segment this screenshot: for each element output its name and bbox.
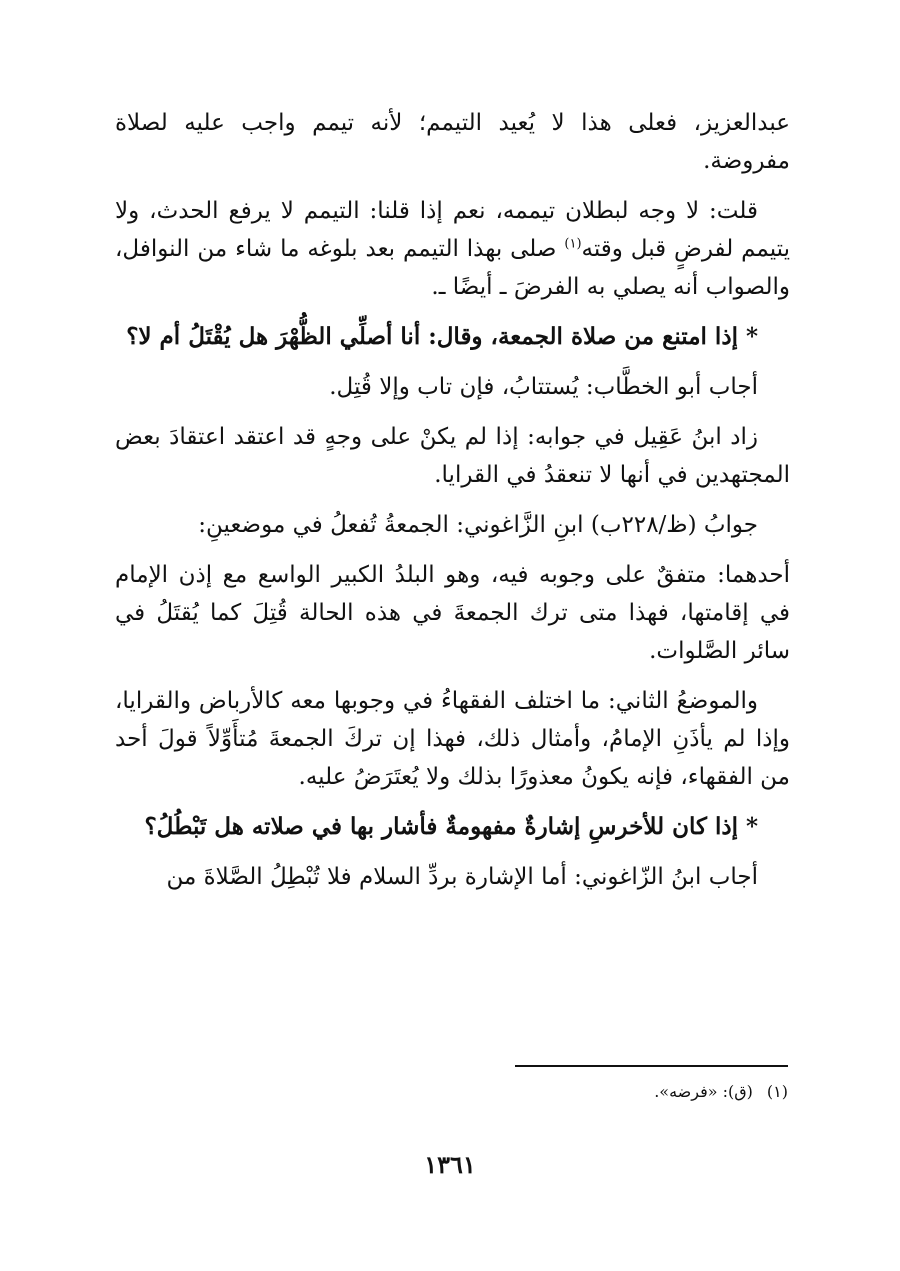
paragraph-7: والموضعُ الثاني: ما اختلف الفقهاءُ في وجوبها معه كالأرباض والقرايا، وإذا لم يأذَنِ الإمامُ، وأمثال ذلك، فهذا إن تركَ الجمعةَ مُتأَوِّلاً قولَ أحد من الفقهاء، فإنه يكونُ معذورًا بذلك ولا يُعتَرَضُ عليه. [115,688,790,790]
footnote-divider [515,1065,788,1067]
paragraph-6: أحدهما: متفقٌ على وجوبه فيه، وهو البلدُ الكبير الواسع مع إذن الإمام في إقامتها، فهذا متى ترك الجمعةَ في هذه الحالة قُتِلَ كما يُقتَلُ في سائر الصَّلوات. [115,562,790,664]
paragraph-2-part-b: صلى بهذا التيمم بعد بلوغه ما شاء من النوافل، والصواب أنه يصلي به الفرضَ ـ أيضًا ـ. [115,236,790,300]
footnote-marker[interactable]: (١) [564,236,582,252]
paragraph-2-part-a: قلت: لا وجه لبطلان تيممه، نعم إذا قلنا: التيمم لا يرفع الحدث، ولا يتيمم لفرضٍ قبل وقته [115,198,790,262]
paragraph-2 [115,192,790,306]
question-1: * إذا امتنع من صلاة الجمعة، وقال: أنا أصلِّي الظُّهْرَ هل يُقْتَلُ أم لا؟ [126,323,758,350]
paragraph-1: عبدالعزيز، فعلى هذا لا يُعيد التيمم؛ لأنه تيمم واجب عليه لصلاة مفروضة. [115,110,790,174]
page-body [115,104,790,908]
footnote-text: (ق): «فرضه». [654,1082,753,1101]
paragraph-4: زاد ابنُ عَقِيل في جوابه: إذا لم يكنْ على وجهٍ قد اعتقد اعتقادَ بعض المجتهدين في أنها لا تنعقدُ في القرايا. [115,424,790,488]
question-2: * إذا كان للأخرسِ إشارةٌ مفهومةٌ فأشار بها في صلاته هل تَبْطُلُ؟ [144,813,758,840]
page-number: ١٣٦١ [424,1150,476,1179]
paragraph-8: أجاب ابنُ الزّاغوني: أما الإشارة بردِّ السلام فلا تُبْطِلُ الصَّلاةَ من [166,864,758,890]
paragraph-3: أجاب أبو الخطَّاب: يُستتابُ، فإن تاب وإلا قُتِل. [329,374,758,400]
paragraph-5: جوابُ (ظ/٢٢٨ب) ابنِ الزَّاغوني: الجمعةُ تُفعلُ في موضعينِ: [198,512,758,538]
footnote [115,1082,788,1101]
footnote-number: (١) [766,1082,788,1101]
